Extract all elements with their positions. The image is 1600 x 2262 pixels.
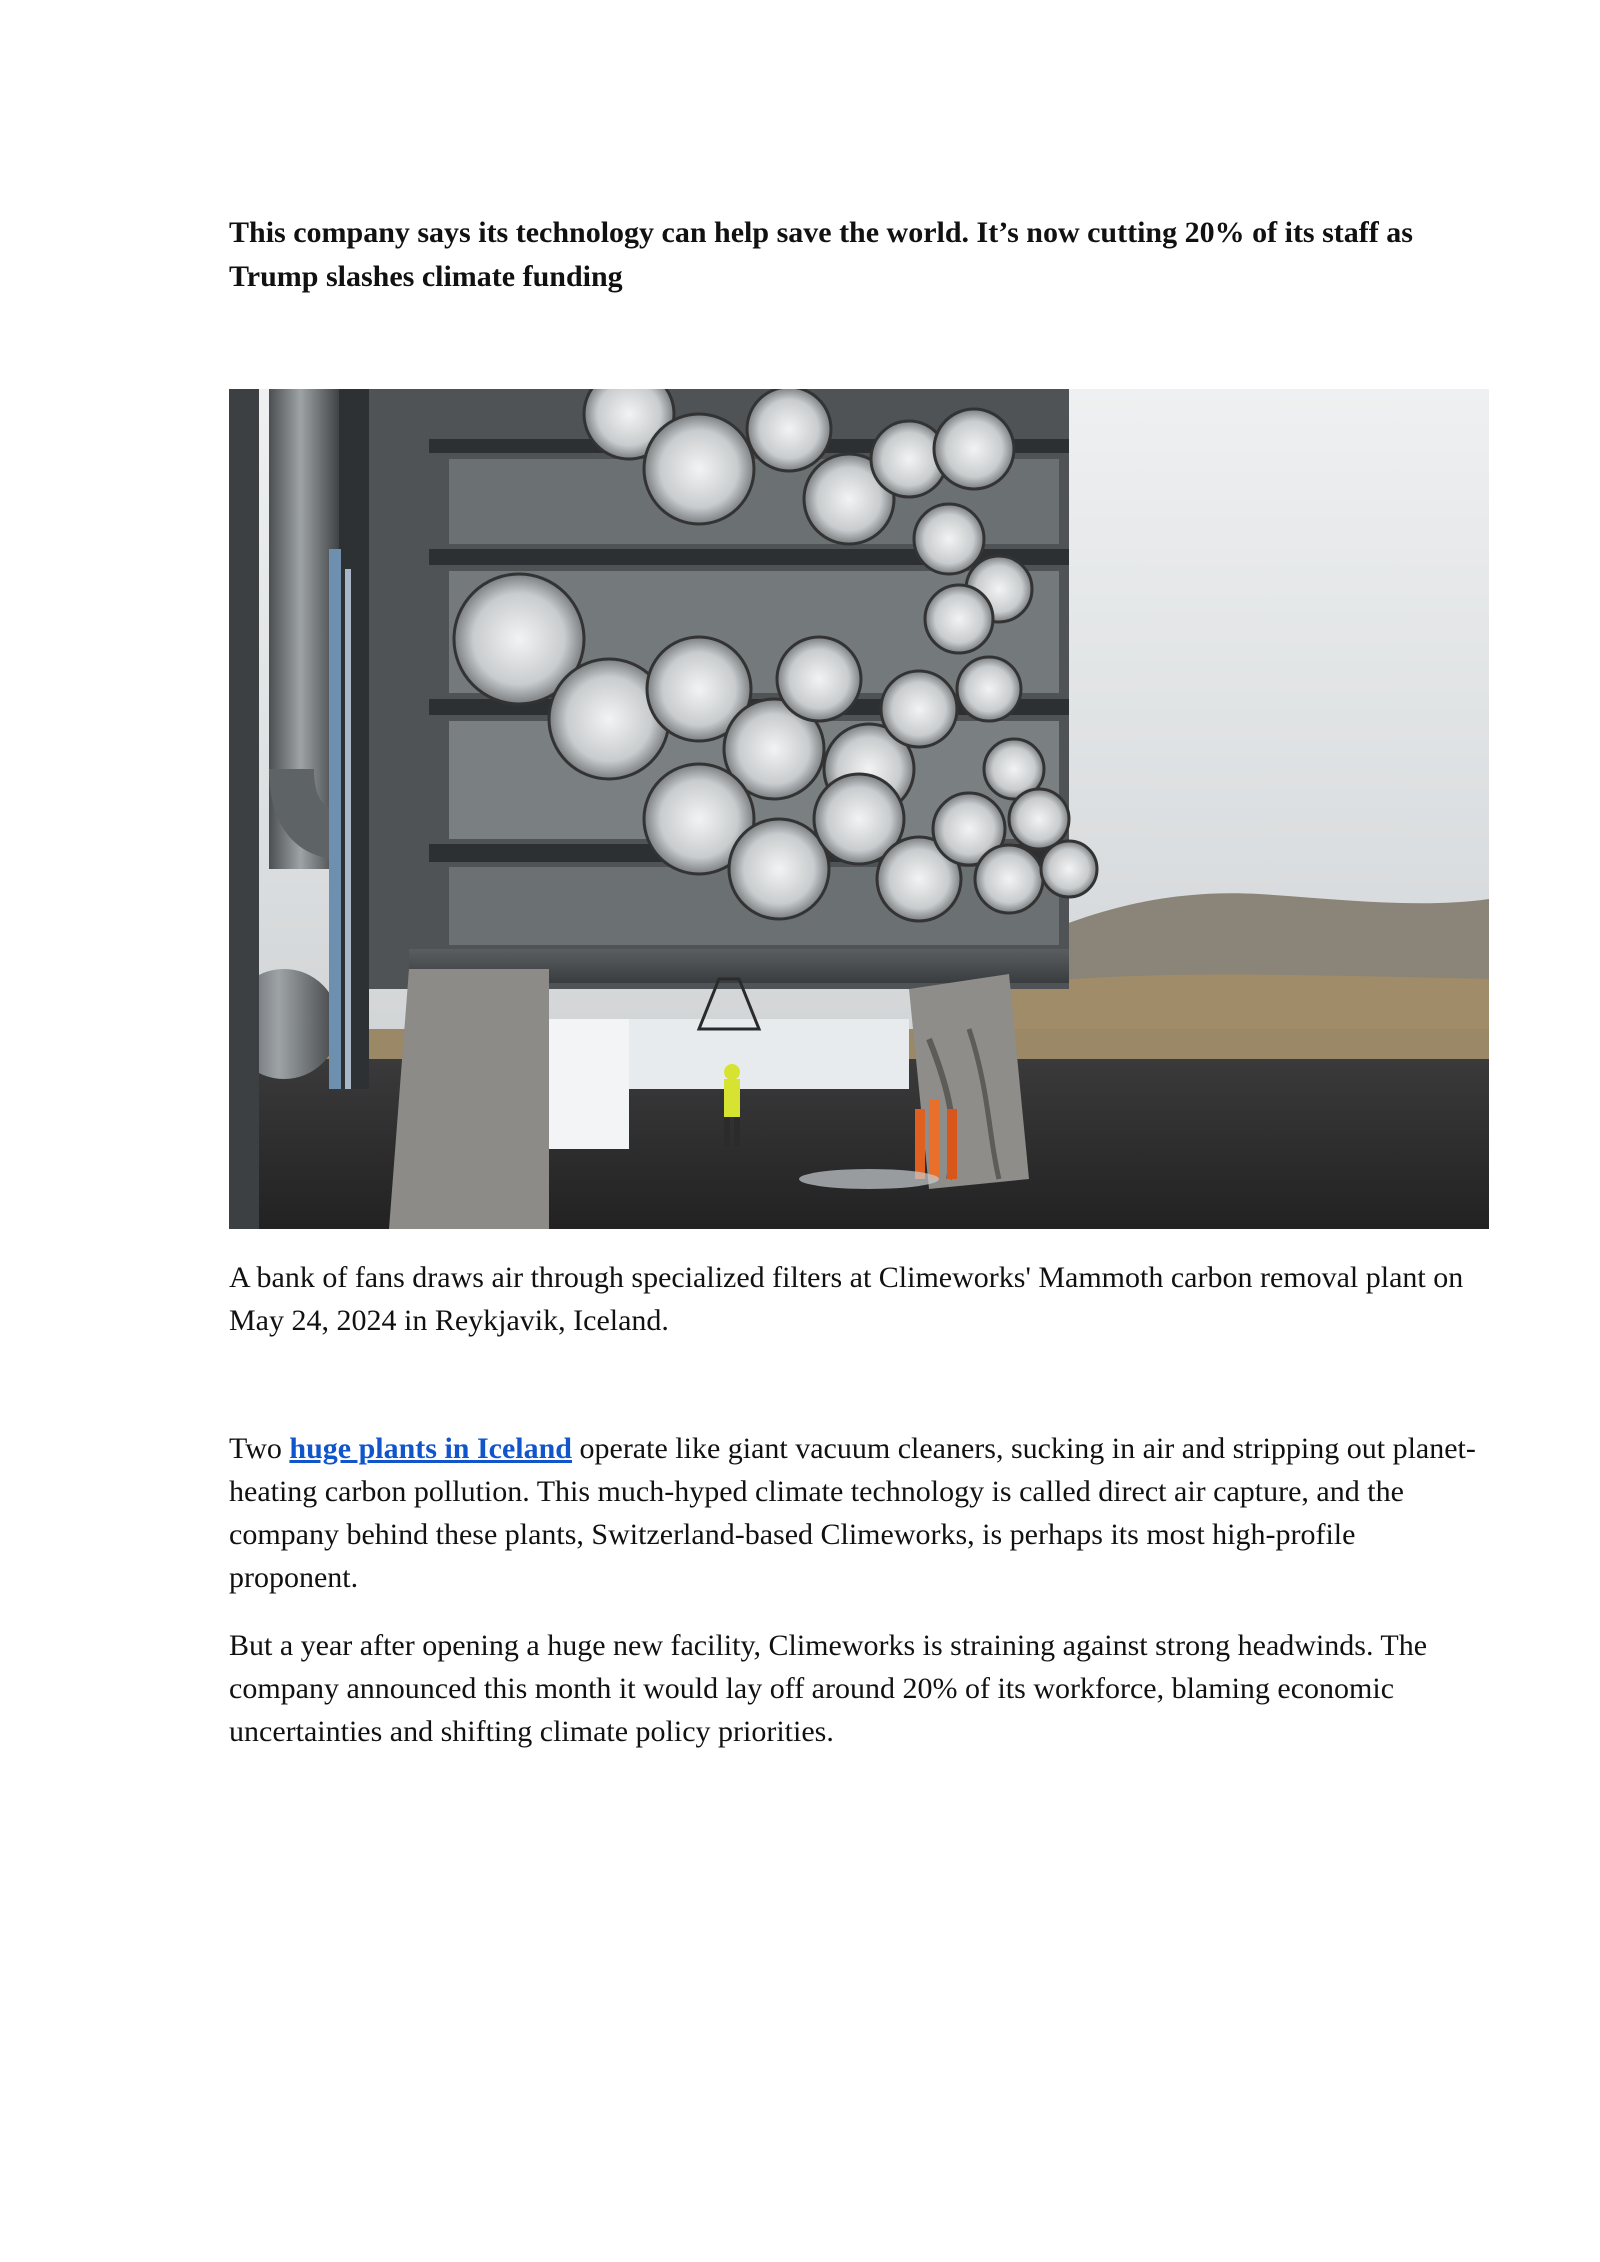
paragraph-1-suffix: operate like giant vacuum cleaners, sucking in air and stripping out planet-heating carbon pollution. This much-hyped climate technology is called direct air capture, and the company behind these plants, Switzerland-based Climeworks, is perhaps its most high-profile proponent.: [229, 1432, 1476, 1594]
body-paragraph-1: [229, 1427, 1489, 1599]
article-headline: This company says its technology can help save the world. It’s now cutting 20% of its staff as Trump slashes climate funding: [229, 216, 1413, 293]
body-paragraph-2: But a year after opening a huge new facility, Climeworks is straining against strong headwinds. The company announced this month it would lay off around 20% of its workforce, blaming economic uncertainties and shifting climate policy priorities.: [229, 1629, 1428, 1748]
photo-caption: A bank of fans draws air through specialized filters at Climeworks' Mammoth carbon removal plant on May 24, 2024 in Reykjavik, Iceland.: [229, 1261, 1464, 1337]
huge-plants-in-iceland-link[interactable]: huge plants in Iceland: [289, 1432, 572, 1465]
article-photo: [229, 389, 1489, 1229]
carbon-capture-plant-illustration: [229, 389, 1489, 1229]
paragraph-1-prefix: Two: [229, 1432, 290, 1465]
